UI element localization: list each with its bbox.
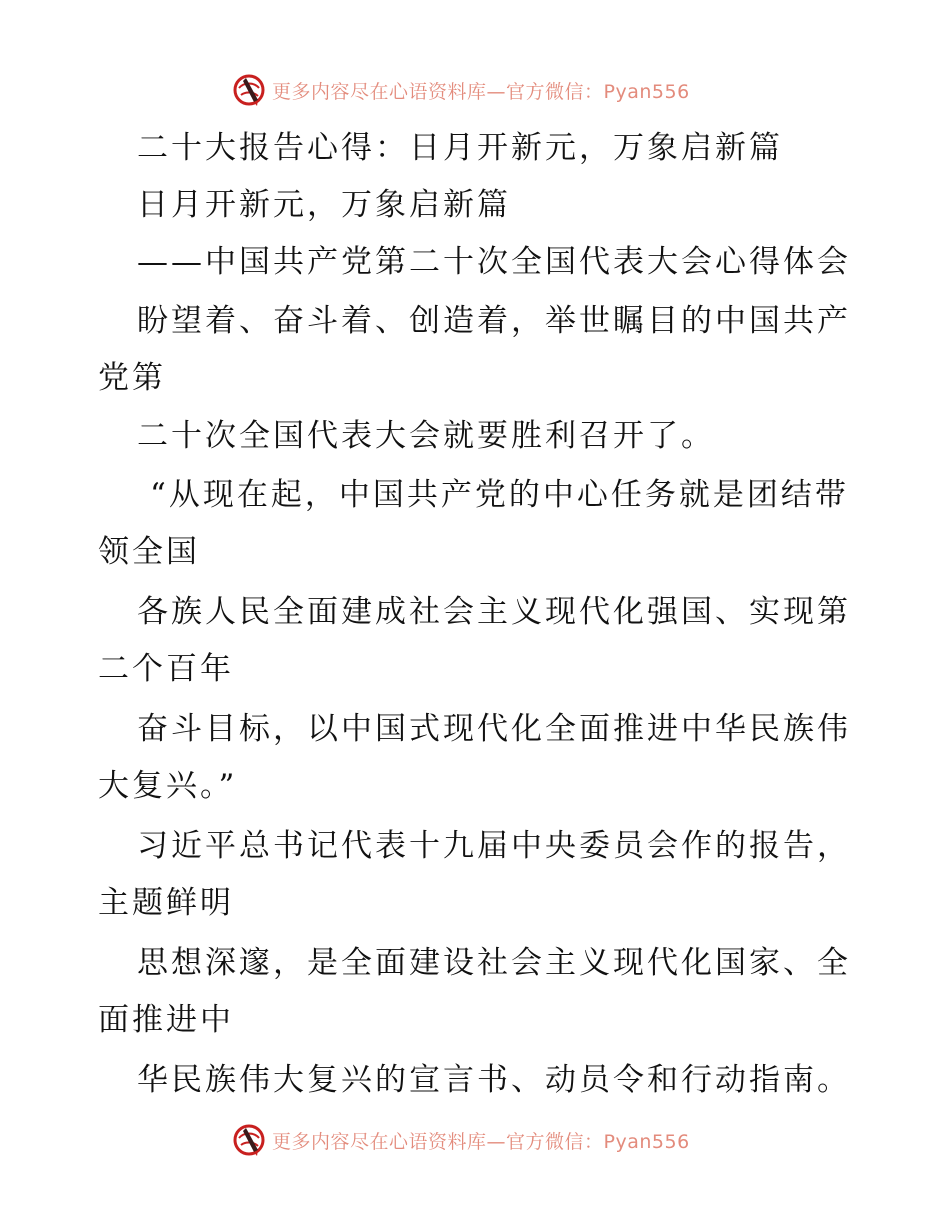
- banner-text: 更多内容尽在心语资料库—官方微信：Pyan556: [272, 1130, 690, 1153]
- paragraph-line: 各族人民全面建成社会主义现代化强国、实现第: [137, 594, 851, 630]
- document-subtitle: 日月开新元，万象启新篇: [137, 187, 511, 223]
- paragraph-line: 奋斗目标，以中国式现代化全面推进中华民族伟: [137, 711, 851, 747]
- paragraph-line: “从现在起，中国共产党的中心任务就是团结带: [150, 477, 849, 513]
- footer-banner: [232, 1122, 690, 1158]
- paragraph-line: 面推进中: [98, 1002, 234, 1038]
- header-banner: [232, 72, 690, 108]
- paragraph-line: 主题鲜明: [98, 885, 234, 921]
- paragraph-line: 大复兴。”: [98, 768, 238, 804]
- banner-text: 更多内容尽在心语资料库—官方微信：Pyan556: [272, 80, 690, 103]
- paragraph-line: 习近平总书记代表十九届中央委员会作的报告，: [137, 828, 851, 864]
- paragraph-line: 二十次全国代表大会就要胜利召开了。: [137, 418, 715, 454]
- logo-icon: [232, 1123, 266, 1157]
- paragraph-line: 思想深邃，是全面建设社会主义现代化国家、全: [137, 945, 851, 981]
- document-title: 二十大报告心得：日月开新元，万象启新篇: [137, 130, 783, 166]
- document-subheading: ——中国共产党第二十次全国代表大会心得体会: [137, 244, 851, 280]
- paragraph-line: 华民族伟大复兴的宣言书、动员令和行动指南。: [137, 1062, 851, 1098]
- paragraph-line: 党第: [98, 360, 166, 396]
- logo-icon: [232, 73, 266, 107]
- paragraph-line: 领全国: [98, 534, 200, 570]
- paragraph-line: 二个百年: [98, 651, 234, 687]
- paragraph-line: 盼望着、奋斗着、创造着，举世瞩目的中国共产: [137, 303, 851, 339]
